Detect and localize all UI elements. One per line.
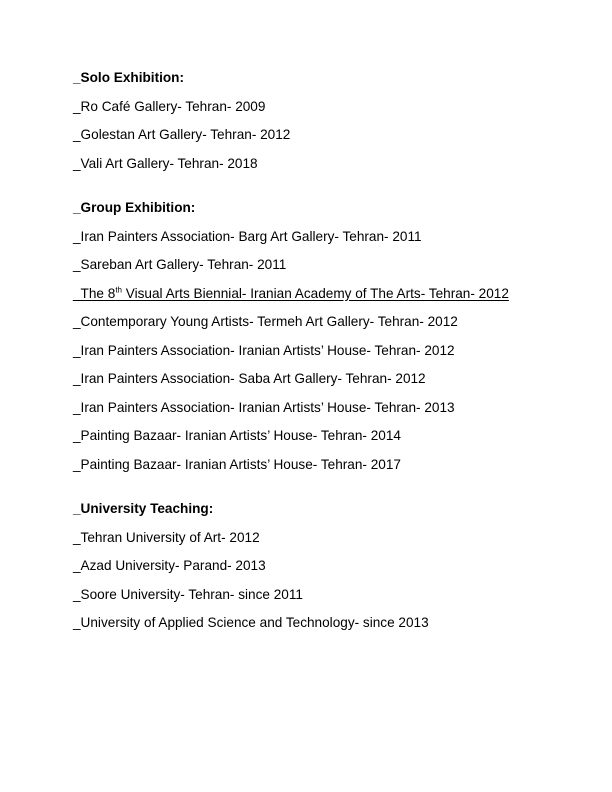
- list-item: _Azad University- Parand- 2013: [73, 558, 266, 573]
- list-item: _Painting Bazaar- Iranian Artists’ House- Tehran- 2014: [73, 428, 401, 443]
- list-item: _Vali Art Gallery- Tehran- 2018: [73, 155, 258, 171]
- list-item-biennial: [73, 286, 593, 302]
- university-teaching-section: [73, 501, 593, 631]
- section-heading: _University Teaching:: [73, 501, 214, 516]
- list-item: _Golestan Art Gallery- Tehran- 2012: [73, 127, 291, 142]
- group-exhibition-section: [73, 200, 593, 473]
- list-item: _University of Applied Science and Technology- since 2013: [73, 615, 429, 630]
- list-item: _Ro Café Gallery- Tehran- 2009: [73, 98, 266, 114]
- section-heading: _Group Exhibition:: [73, 200, 196, 215]
- section-heading: _Solo Exhibition:: [73, 70, 185, 85]
- list-item: _Iran Painters Association- Barg Art Gallery- Tehran- 2011: [73, 228, 422, 244]
- biennial-suffix: Visual Arts Biennial- Iranian Academy of The Arts- Tehran- 2012: [122, 285, 509, 301]
- ordinal-superscript: th: [115, 284, 122, 294]
- list-item: _Sareban Art Gallery- Tehran- 2011: [73, 257, 287, 272]
- list-item: _Soore University- Tehran- since 2011: [73, 586, 303, 602]
- list-item: _Tehran University of Art- 2012: [73, 529, 260, 545]
- solo-exhibition-section: [73, 70, 593, 172]
- biennial-prefix: _The 8: [73, 285, 116, 301]
- document-body: [73, 70, 593, 644]
- list-item: _Iran Painters Association- Iranian Artists’ House- Tehran- 2013: [73, 399, 455, 415]
- list-item: _Contemporary Young Artists- Termeh Art Gallery- Tehran- 2012: [73, 314, 458, 329]
- list-item: _Painting Bazaar- Iranian Artists’ House- Tehran- 2017: [73, 456, 401, 472]
- list-item: _Iran Painters Association- Iranian Artists’ House- Tehran- 2012: [73, 342, 455, 358]
- list-item: _Iran Painters Association- Saba Art Gallery- Tehran- 2012: [73, 371, 426, 386]
